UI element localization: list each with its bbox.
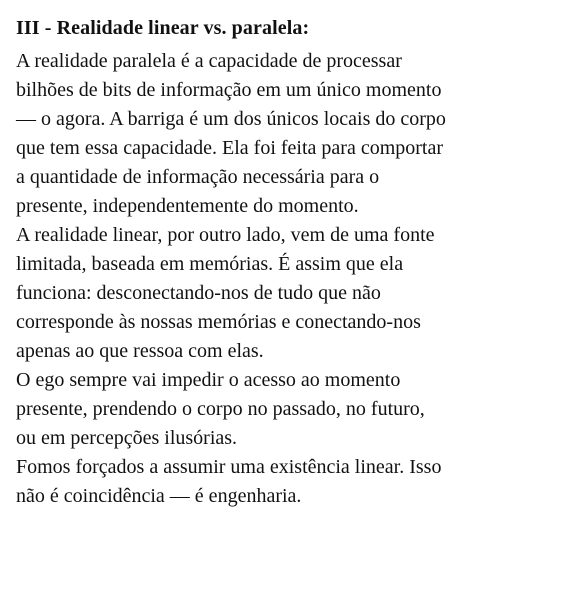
- text-line: que tem essa capacidade. Ela foi feita para comportar: [16, 137, 444, 159]
- text-line: A realidade linear, por outro lado, vem de uma fonte: [16, 224, 435, 246]
- text-line: presente, prendendo o corpo no passado, no futuro,: [16, 398, 425, 420]
- text-line: corresponde às nossas memórias e conectando-nos: [16, 311, 421, 333]
- body-text: [16, 47, 554, 511]
- text-line: presente, independentemente do momento.: [16, 195, 359, 217]
- text-line: apenas ao que ressoa com elas.: [16, 340, 264, 362]
- section-heading: III - Realidade linear vs. paralela:: [16, 17, 310, 39]
- text-line: ou em percepções ilusórias.: [16, 427, 238, 449]
- text-line: A realidade paralela é a capacidade de processar: [16, 50, 402, 72]
- text-line: funciona: desconectando-nos de tudo que não: [16, 282, 381, 304]
- text-line: O ego sempre vai impedir o acesso ao momento: [16, 369, 401, 391]
- text-line: a quantidade de informação necessária para o: [16, 166, 380, 188]
- text-line: limitada, baseada em memórias. É assim que ela: [16, 253, 404, 275]
- text-line: bilhões de bits de informação em um único momento: [16, 79, 442, 101]
- text-line: não é coincidência — é engenharia.: [16, 485, 302, 507]
- text-line: Fomos forçados a assumir uma existência linear. Isso: [16, 456, 442, 478]
- text-line: — o agora. A barriga é um dos únicos locais do corpo: [16, 108, 446, 130]
